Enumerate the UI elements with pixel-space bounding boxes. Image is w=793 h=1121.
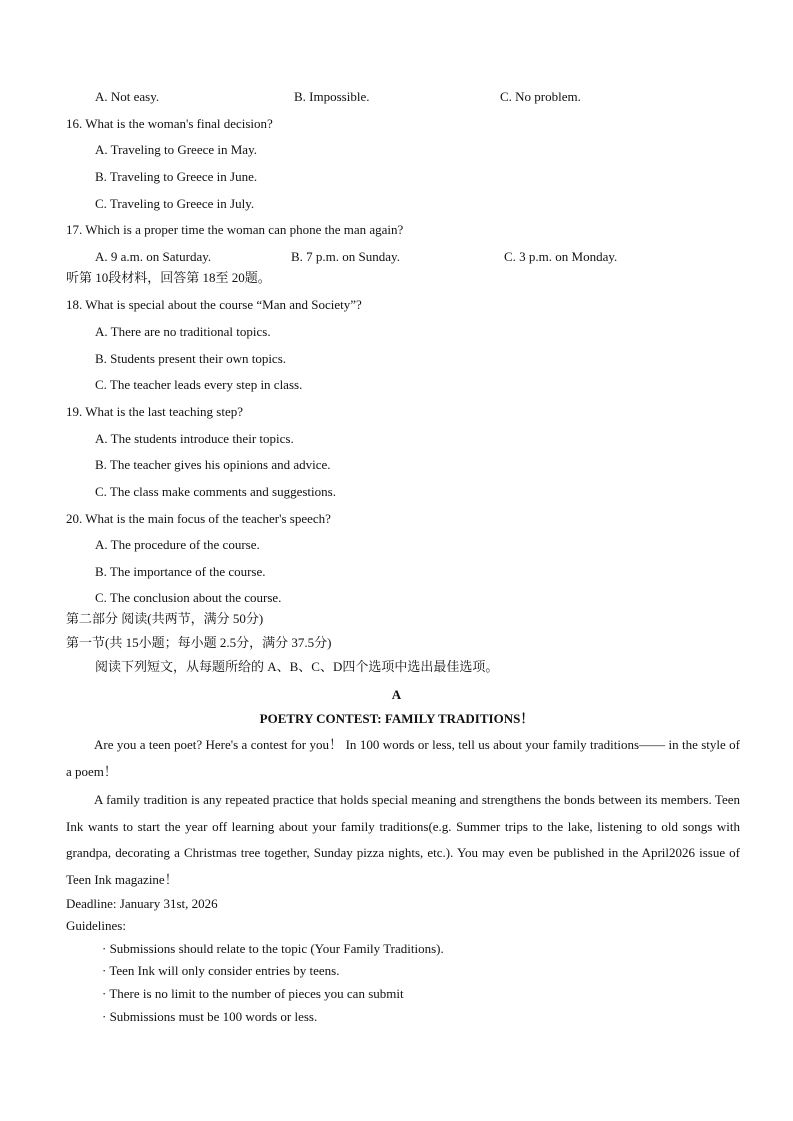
q20-option-b: B. The importance of the course. [95, 564, 266, 579]
q18-option-c: C. The teacher leads every step in class. [95, 377, 303, 392]
q20-option-c: C. The conclusion about the course. [95, 590, 282, 605]
paragraph-2-text: A family tradition is any repeated practice that holds special meaning and strengthens the bonds between its members. Teen Ink wants to start the year off learning about your family traditions(e.g. Summer trips to the lake, listening to old songs with grandpa, decorating a Christmas tree together, Sunday pizza nights, etc.). You may even be published in the April2026 issue of Teen Ink magazine！ [66, 792, 740, 887]
guideline-item: · Teen Ink will only consider entries by teens. [102, 963, 340, 978]
q16-option-b: B. Traveling to Greece in June. [95, 169, 258, 184]
section-1-heading: 第一节(共 15小题；每小题 2.5分，满分 37.5分) [66, 635, 332, 650]
paragraph-2 [66, 787, 740, 893]
q19-option-c: C. The class make comments and suggestions. [95, 484, 336, 499]
q16-option-c: C. Traveling to Greece in July. [95, 196, 255, 211]
reading-instruction: 阅读下列短文，从每题所给的 A、B、C、D四个选项中选出最佳选项。 [95, 659, 499, 674]
guideline-item: · Submissions must be 100 words or less. [102, 1009, 318, 1024]
deadline: Deadline: January 31st, 2026 [66, 896, 218, 911]
guidelines-label: Guidelines: [66, 918, 126, 933]
section-10-instruction: 听第 10段材料，回答第 18至 20题。 [66, 270, 271, 285]
q17-option-b: B. 7 p.m. on Sunday. [291, 249, 400, 264]
q18-option-a: A. There are no traditional topics. [95, 324, 271, 339]
q17-option-c: C. 3 p.m. on Monday. [504, 249, 618, 264]
q15-option-a: A. Not easy. [95, 89, 160, 104]
question-20: 20. What is the main focus of the teacher's speech? [66, 511, 331, 526]
q16-option-a: A. Traveling to Greece in May. [95, 142, 257, 157]
passage-title: POETRY CONTEST: FAMILY TRADITIONS！ [259, 711, 534, 726]
question-17: 17. Which is a proper time the woman can phone the man again? [66, 222, 404, 237]
paragraph-1 [66, 732, 740, 785]
question-18: 18. What is special about the course “Man and Society”? [66, 297, 362, 312]
question-16: 16. What is the woman's final decision? [66, 116, 273, 131]
part-2-heading: 第二部分 阅读(共两节，满分 50分) [66, 611, 264, 626]
guideline-item: · There is no limit to the number of pieces you can submit [102, 986, 404, 1001]
q19-option-a: A. The students introduce their topics. [95, 431, 294, 446]
guideline-item: · Submissions should relate to the topic (Your Family Traditions). [102, 941, 444, 956]
q17-option-a: A. 9 a.m. on Saturday. [95, 249, 212, 264]
q19-option-b: B. The teacher gives his opinions and advice. [95, 457, 331, 472]
q18-option-b: B. Students present their own topics. [95, 351, 287, 366]
q15-option-c: C. No problem. [500, 89, 581, 104]
q20-option-a: A. The procedure of the course. [95, 537, 260, 552]
q15-option-b: B. Impossible. [294, 89, 370, 104]
paragraph-1-text: Are you a teen poet? Here's a contest for you！ In 100 words or less, tell us about your family traditions—— in the style of a poem！ [66, 737, 740, 779]
passage-letter: A [391, 687, 402, 702]
question-19: 19. What is the last teaching step? [66, 404, 244, 419]
